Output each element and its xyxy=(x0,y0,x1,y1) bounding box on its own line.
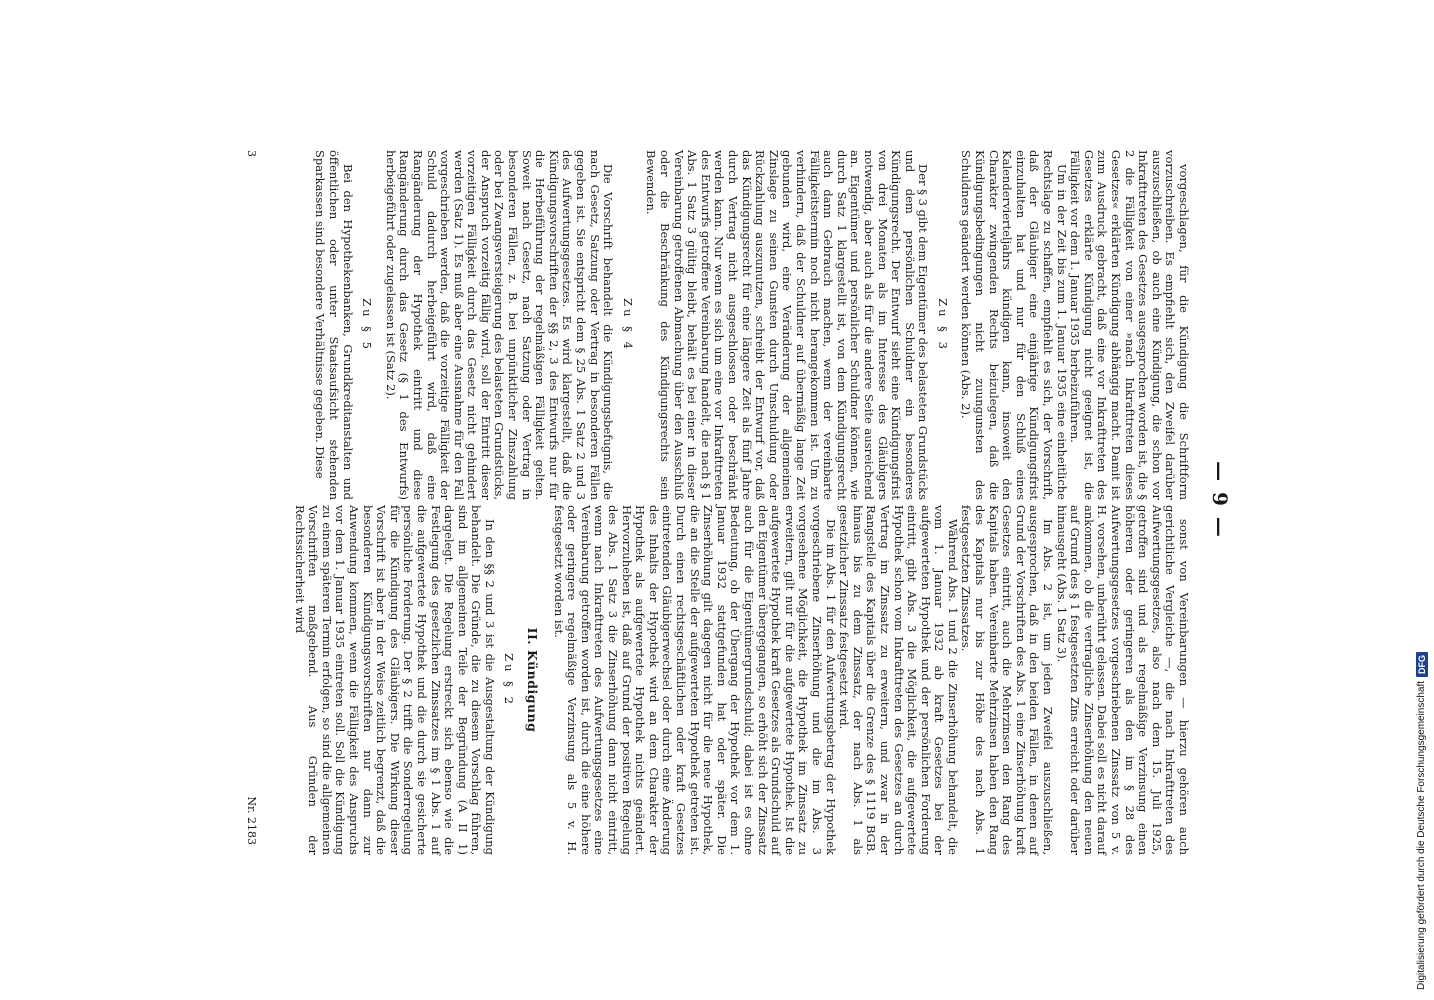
paragraph: Der § 3 gibt dem Eigentümer des belasteten Grundstücks und dem persönlichen Schuldner ein besonderes Kündigungsrecht. Der Entwurf sieht eine Kündigungsfrist von drei Monaten als im Interesse des Gläubigers notwendig, aber auch als für die andere Seite ausreichend an. Eigentümer und persönlicher Schuldner können, wie durch Satz 1 klargestellt ist, von dem Kündigungsrecht auch dann Gebrauch machen, wenn der vereinbarte Fälligkeitstermin noch nicht herangekommen ist. Um zu verhindern, daß der Schuldner auf übermäßig lange Zeit gebunden wird, eine Veränderung der allgemeinen Zinslage zu seinen Gunsten durch Umschuldung oder Rückzahlung auszunutzen, schreibt der Entwurf vor, daß das Kündigungsrecht für eine längere Zeit als fünf Jahre durch Vertrag nicht ausgeschlossen oder beschränkt werden kann. Nur wenn es sich um eine vor Inkrafttreten des Entwurfs getroffene Vereinbarung handelt, die nach § 1 Abs. 1 Satz 3 gültig bleibt, behält es bei einer in dieser Vereinbarung getroffenen Abmachung über den Ausschluß oder die Beschränkung des Kündigungsrechts sein Bewenden. xyxy=(644,150,931,500)
digitization-credit xyxy=(1410,0,1434,1000)
dfg-logo: DFG xyxy=(1416,652,1428,677)
paragraph: Im Abs. 2 ist, um jeden Zweifel auszuschließen, ausgesprochen, daß in den beiden Fällen, in denen auf Grund der Vorschriften des Abs. 1 eine Zinserhöhung kraft Gesetzes eintritt, auch die Mehrzinsen den Rang des Kapitals haben. Vereinbarte Mehrzinsen haben den Rang des Kapitals nur bis zur Höhe des nach Abs. 1 festgesetzten Zinssatzes. xyxy=(959,505,1056,855)
paragraph: vorgeschlagen, für die Kündigung die Schriftform vorzuschreiben. Es empfiehlt sich, den Zweifel darüber auszuschließen, ob auch eine Kündigung, die schon vor Inkrafttreten des Gesetzes ausgesprochen worden ist, die § 2 die Fälligkeit von einer »nach Inkrafttreten dieses Gesetzes« erklärten Kündigung abhängig macht. Damit ist zum Ausdruck gebracht, daß eine vor Inkrafttreten des Gesetzes erklärte Kündigung nicht geeignet ist, die Fälligkeit vor dem 1. Januar 1935 herbeizuführen. xyxy=(1068,150,1191,500)
digitization-credit-strip xyxy=(1410,0,1434,1000)
section-heading: II. Kündigung xyxy=(525,627,541,733)
paragraph: Die im Abs. 1 für den Aufwertungsbetrag der Hypothek vorgeschriebene Zinserhöhung und die im Abs. 3 vorgesehene Möglichkeit, die Hypothek im Zinssatz zu erweitern, gilt nur für die aufgewertete Hypothek. Ist die aufgewertete Hypothek kraft Gesetzes als Grundschuld auf den Eigentümer übergegangen, so erhöht sich der Zinssatz auch für die Eigentümergrundschuld; dabei ist es ohne Bedeutung, ob der Übergang der Hypothek vor dem 1. Januar 1932 stattgefunden hat oder später. Die Zinserhöhung gilt dagegen nicht für die neue Hypothek, die an die Stelle der aufgewerteten Hypothek getreten ist. Durch einen rechtsgeschäftlichen oder kraft Gesetzes eintretenden Gläubigerwechsel oder durch eine Änderung des Inhalts der Hypothek wird an dem Charakter der Hypothek als aufgewertete Hypothek nichts geändert. Hervorzuheben ist, daß auf Grund der positiven Regelung des Abs. 1 Satz 3 die Zinserhöhung dann nicht eintritt, wenn nach Inkrafttreten des Aufwertungsgesetzes eine Vereinbarung getroffen worden ist, durch die eine höhere oder geringere regelmäßige Verzinsung als 5 v. H. festgesetzt worden ist. xyxy=(551,505,838,855)
digitization-credit-text: Digitalisierung gefördert durch die Deutsche Forschungsgemeinschaft xyxy=(1416,680,1427,990)
subsection-heading: Zu § 3 xyxy=(935,298,950,352)
paragraph: sonst von Vereinbarungen — hierzu gehören auch gerichtliche Vergleiche —, die nach Inkrafttreten des Aufwertungsgesetzes, also nach dem 15. Juli 1925, getroffen sind und als regelmäßige Verzinsung einen höheren oder geringeren als den im § 28 des Aufwertungsgesetzes vorgeschriebenen Zinssatz von 5 v. H. vorsehen, unberührt gelassen. Dabei soll es nicht darauf ankommen, ob die vertragliche Zinserhöhung den neuen auf Grund des § 1 festgesetzten Zins erreicht oder darüber hinausgeht (Abs. 1 Satz 3). xyxy=(1054,505,1191,855)
paragraph: Die Vorschrift behandelt die Kündigungsbefugnis, die nach Gesetz, Satzung oder Vertrag in besonderen Fällen gegeben ist. Sie entspricht dem § 25 Abs. 1 Satz 2 und 3 des Aufwertungsgesetzes. Es wird klargestellt, daß die Kündigungsvorschriften der §§ 2, 3 des Entwurfs nur für die Herbeiführung der regelmäßigen Fälligkeit gelten. Soweit nach Gesetz, nach Satzung oder Vertrag in besonderen Fällen, z. B. bei unpünktlicher Zinszahlung oder bei Zwangsversteigerung des belasteten Grundstücks, der Anspruch vorzeitig fällig wird, soll der Eintritt dieser vorzeitigen Fälligkeit durch das Gesetz nicht gehindert werden (Satz 1). Es muß aber eine Ausnahme für den Fall vorgeschrieben werden, daß die vorzeitige Fälligkeit der Schuld dadurch herbeigeführt wird, daß eine Rangänderung der Hypothek eintritt und diese Rangänderung durch das Gesetz (§ 1 des Entwurfs) herbeigeführt oder zugelassen ist (Satz 2). xyxy=(383,150,616,500)
footer-signature-mark: 3 xyxy=(245,150,258,157)
paragraph: Während Abs. 1 und 2 die Zinserhöhung behandelt, die vom 1. Januar 1932 ab kraft Gesetzes bei der aufgewerteten Hypothek und der persönlichen Forderung eintritt, gibt Abs. 3 die Möglichkeit, die aufgewertete Hypothek schon vom Inkrafttreten des Gesetzes an durch Vertrag im Zinssatz zu erweitern, und zwar in der Rangstelle des Kapitals über die Grenze des § 1119 BGB. hinaus bis zu dem Zinssatz, der nach Abs. 1 als gesetzlicher Zinssatz festgesetzt wird. xyxy=(837,505,960,855)
paragraph: In den §§ 2 und 3 ist die Ausgestaltung der Kündigung behandelt. Die Gründe, die zu diesem Vorschlag führen, sind im allgemeinen Teile der Begründung (A II 1) dargelegt. Die Regelung erstreckt sich ebenso wie die Festlegung des gesetzlichen Zinssatzes im § 1 Abs. 1 auf die aufgewertete Hypothek und die durch sie gesicherte persönliche Forderung. Der § 2 trifft die Sonderregelung für die Kündigung des Gläubigers. Die Wirkung dieser Vorschrift ist aber in der Weise zeitlich begrenzt, daß die besonderen Kündigungsvorschriften nur dann zur Anwendung kommen, wenn die Fälligkeit des Anspruchs vor dem 1. Januar 1935 eintreten soll. Soll die Kündigung zu einem späteren Termin erfolgen, so sind die allgemeinen Vorschriften maßgebend. Aus Gründen der Rechtssicherheit wird xyxy=(292,505,497,855)
paragraph: Um in der Zeit bis zum 1. Januar 1935 eine einheitliche Rechtslage zu schaffen, empfiehlt es sich, der Vorschrift, daß der Gläubiger eine einjährige Kündigungsfrist einzuhalten hat und nur für den Schluß eines Kalendervierteljahrs kündigen kann, insoweit den Charakter zwingenden Rechts beizulegen, daß die Kündigungsbedingungen nicht zuungunsten des Schuldners geändert werden können (Abs. 2). xyxy=(959,150,1069,500)
column-left xyxy=(313,150,1190,500)
page-number: — 9 — xyxy=(1208,461,1232,539)
paragraph: Bei den Hypothekenbanken, Grundkreditanstalten und öffentlichen oder unter Staatsaufsicht stehenden Sparkassen sind besondere Verhältnisse gegeben. Diese xyxy=(313,150,355,500)
subsection-heading: Zu § 4 xyxy=(620,298,635,352)
subsection-heading: Zu § 5 xyxy=(360,298,375,352)
footer-print-number: Nr. 2183 xyxy=(245,796,258,845)
subsection-heading: Zu § 2 xyxy=(502,653,517,707)
column-right xyxy=(292,505,1190,855)
